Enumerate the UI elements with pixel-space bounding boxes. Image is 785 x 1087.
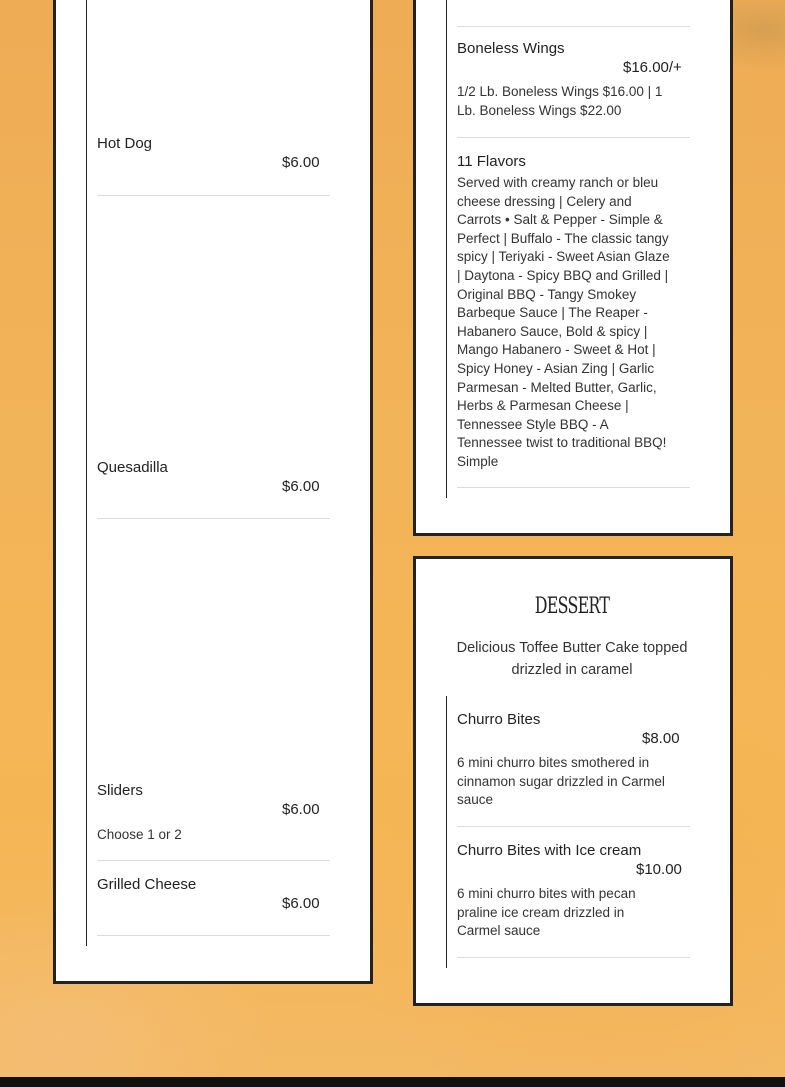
menu-item-name: Boneless Wings [457,40,565,57]
menu-item-name: Churro Bites [457,711,541,728]
menu-item-price: $6.00 [282,895,320,912]
menu-item-divider [457,137,690,138]
menu-item-name: Grilled Cheese [97,876,197,893]
menu-item-name: Sliders [97,782,143,799]
menu-item-name: Quesadilla [97,459,168,476]
menu-item-divider [457,26,690,27]
menu-item-price: $16.00/+ [623,59,682,76]
menu-item-description: Served with creamy ranch or bleu cheese dressing | Celery and Carrots • Salt & Pepper - Simple & Perfect | Buffalo - The classic tangy spicy | Teriyaki - Sweet Asian Glaze | Daytona - Spicy BBQ and Grilled | Original BBQ - Tangy Smokey Barbeque Sauce | The Reaper - Habanero Sauce, Bold & spicy | Mango Habanero - Sweet & Hot | Spicy Honey - Asian Zing | Garlic Parmesan - Melted Butter, Garlic, Herbs & Parmesan Cheese | Tennessee Style BBQ - A Tennessee twist to traditional BBQ! Simple [457,175,670,469]
menu-item-price: $6.00 [282,154,320,171]
section-subtitle: Delicious Toffee Butter Cake topped drizzled in caramel [456,640,688,678]
menu-item-divider [97,935,330,936]
footer-bar [0,1077,785,1087]
menu-item-name: Hot Dog [97,135,153,152]
menu-section-line [446,696,447,968]
menu-item-divider [457,487,690,488]
menu-item-name: Churro Bites with Ice cream [457,842,642,859]
section-title: DESSERT [534,594,610,619]
menu-item-price: $8.00 [642,730,680,747]
menu-section-line [86,0,87,946]
menu-item-price: $6.00 [282,801,320,818]
menu-item-price: $6.00 [282,478,320,495]
menu-item-divider [97,860,330,861]
menu-item-divider [97,195,330,196]
menu-item-description: 1/2 Lb. Boneless Wings $16.00 | 1 Lb. Boneless Wings $22.00 [457,84,663,118]
menu-item-divider [457,826,690,827]
menu-item-divider [457,957,690,958]
menu-item-name: 11 Flavors [457,153,526,170]
menu-item-description: 6 mini churro bites with pecan praline ice cream drizzled in Carmel sauce [457,886,636,939]
menu-item-price: $10.00 [636,861,682,878]
menu-item-description: Choose 1 or 2 [97,827,182,842]
menu-item-divider [97,518,330,519]
menu-item-description: 6 mini churro bites smothered in cinnamon sugar drizzled in Carmel sauce [457,755,665,808]
menu-section-line [446,0,447,498]
